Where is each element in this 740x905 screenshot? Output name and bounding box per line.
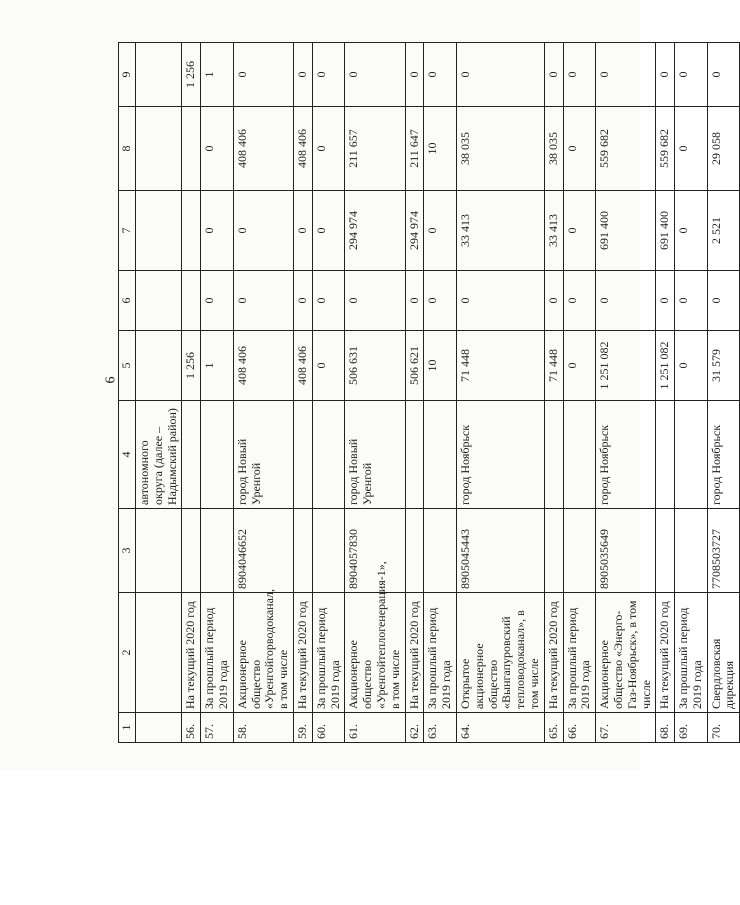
- table-cell: 8905045443: [456, 509, 544, 593]
- table-row: [656, 43, 675, 743]
- table-cell: 1 256: [182, 43, 201, 107]
- table-cell: 559 682: [596, 107, 656, 191]
- table-cell: На текущий 2020 год: [544, 593, 563, 713]
- table-cell: 1: [201, 43, 234, 107]
- table-cell: 0: [563, 271, 596, 331]
- table-cell: [136, 331, 182, 401]
- table-cell: 0: [405, 43, 424, 107]
- table-cell: 33 413: [456, 191, 544, 271]
- table-cell: 0: [312, 191, 345, 271]
- table-row: [424, 43, 457, 743]
- table-row: [405, 43, 424, 743]
- table-cell: [424, 401, 457, 509]
- table-cell: 0: [563, 43, 596, 107]
- table-cell: [656, 401, 675, 509]
- row-number-cell: 59.: [293, 713, 312, 743]
- row-number-cell: [136, 713, 182, 743]
- table-cell: [563, 509, 596, 593]
- table-cell: За прошлый период 2019 года: [424, 593, 457, 713]
- table-cell: город Ноябрьск: [707, 401, 740, 509]
- table-cell: 0: [312, 43, 345, 107]
- table-cell: 31 579: [707, 331, 740, 401]
- column-header: 4: [119, 401, 136, 509]
- table-cell: 1 251 082: [596, 331, 656, 401]
- table-cell: 211 647: [405, 107, 424, 191]
- table-cell: 8905035649: [596, 509, 656, 593]
- table-cell: На текущий 2020 год: [405, 593, 424, 713]
- table-cell: 1 251 082: [656, 331, 675, 401]
- table-cell: 0: [312, 107, 345, 191]
- table-row: [563, 43, 596, 743]
- table-cell: 0: [293, 43, 312, 107]
- table-cell: 1 256: [182, 331, 201, 401]
- row-number-cell: 56.: [182, 713, 201, 743]
- rotated-table-container: [118, 43, 737, 743]
- table-cell: 71 448: [456, 331, 544, 401]
- row-number-cell: 60.: [312, 713, 345, 743]
- table-viewport: [118, 43, 737, 743]
- table-cell: [293, 401, 312, 509]
- table-cell: 8904046652: [233, 509, 293, 593]
- column-header: 3: [119, 509, 136, 593]
- table-cell: [405, 401, 424, 509]
- table-cell: 0: [456, 43, 544, 107]
- table-cell: 10: [424, 107, 457, 191]
- table-cell: Акционерное общество «Уренгойтеплогенерация-1», в том числе: [345, 593, 405, 713]
- table-cell: 0: [563, 331, 596, 401]
- table-cell: 0: [675, 107, 708, 191]
- table-cell: 408 406: [293, 331, 312, 401]
- table-cell: 0: [233, 191, 293, 271]
- table-row: [707, 43, 740, 743]
- table-cell: [675, 509, 708, 593]
- table-cell: На текущий 2020 год: [182, 593, 201, 713]
- table-row: [596, 43, 656, 743]
- table-cell: [675, 401, 708, 509]
- row-number-cell: 70.: [707, 713, 740, 743]
- table-cell: [182, 271, 201, 331]
- table-cell: город Новый Уренгой: [345, 401, 405, 509]
- table-cell: На текущий 2020 год: [293, 593, 312, 713]
- table-cell: 0: [201, 271, 234, 331]
- table-cell: [312, 401, 345, 509]
- row-number-cell: 66.: [563, 713, 596, 743]
- table-cell: 0: [201, 191, 234, 271]
- table-cell: 559 682: [656, 107, 675, 191]
- table-cell: [201, 401, 234, 509]
- table-cell: 0: [707, 271, 740, 331]
- table-row: [456, 43, 544, 743]
- table-cell: 211 657: [345, 107, 405, 191]
- table-cell: За прошлый период 2019 года: [563, 593, 596, 713]
- table-cell: 0: [596, 43, 656, 107]
- table-cell: город Ноябрьск: [596, 401, 656, 509]
- column-header: 7: [119, 191, 136, 271]
- table-cell: 2 521: [707, 191, 740, 271]
- table-cell: Открытое акционерное общество «Вынгапуровский тепловодоканал», в том числе: [456, 593, 544, 713]
- column-header: 9: [119, 43, 136, 107]
- table-cell: 0: [424, 43, 457, 107]
- table-cell: 506 621: [405, 331, 424, 401]
- column-header: 6: [119, 271, 136, 331]
- table-cell: Акционерное общество «Уренгойгорводоканал, в том числе: [233, 593, 293, 713]
- table-cell: 7708503727: [707, 509, 740, 593]
- table-cell: [136, 191, 182, 271]
- table-cell: 0: [544, 43, 563, 107]
- table-cell: 0: [656, 271, 675, 331]
- table-cell: [656, 509, 675, 593]
- row-number-cell: 67.: [596, 713, 656, 743]
- table-cell: [182, 191, 201, 271]
- table-cell: 294 974: [345, 191, 405, 271]
- table-body: [136, 43, 740, 743]
- table-cell: [563, 401, 596, 509]
- table-cell: [201, 509, 234, 593]
- table-cell: 38 035: [544, 107, 563, 191]
- table-cell: 0: [233, 271, 293, 331]
- table-cell: 29 058: [707, 107, 740, 191]
- column-header: 8: [119, 107, 136, 191]
- table-cell: [136, 107, 182, 191]
- table-cell: 0: [312, 271, 345, 331]
- table-cell: 0: [675, 271, 708, 331]
- table-cell: 691 400: [596, 191, 656, 271]
- table-cell: 294 974: [405, 191, 424, 271]
- table-cell: [182, 509, 201, 593]
- table-cell: 0: [201, 107, 234, 191]
- table-row: [136, 43, 182, 743]
- row-number-cell: 64.: [456, 713, 544, 743]
- row-number-cell: 63.: [424, 713, 457, 743]
- table-cell: [136, 271, 182, 331]
- table-cell: [136, 593, 182, 713]
- table-cell: 0: [563, 107, 596, 191]
- column-header: 1: [119, 713, 136, 743]
- table-cell: 506 631: [345, 331, 405, 401]
- table-cell: За прошлый период 2019 года: [201, 593, 234, 713]
- row-number-cell: 69.: [675, 713, 708, 743]
- table-cell: 33 413: [544, 191, 563, 271]
- table-cell: [544, 401, 563, 509]
- row-number-cell: 68.: [656, 713, 675, 743]
- table-cell: [136, 43, 182, 107]
- row-number-cell: 58.: [233, 713, 293, 743]
- table-cell: На текущий 2020 год: [656, 593, 675, 713]
- table-cell: 0: [596, 271, 656, 331]
- table-cell: 0: [563, 191, 596, 271]
- row-number-cell: 62.: [405, 713, 424, 743]
- table-cell: За прошлый период 2019 года: [312, 593, 345, 713]
- table-cell: [544, 509, 563, 593]
- table-cell: 71 448: [544, 331, 563, 401]
- row-number-cell: 57.: [201, 713, 234, 743]
- header-row: [119, 43, 136, 743]
- table-row: [233, 43, 293, 743]
- table-cell: [293, 509, 312, 593]
- table-cell: автономного округа (далее – Надымский район): [136, 401, 182, 509]
- table-cell: 0: [675, 331, 708, 401]
- table-row: [544, 43, 563, 743]
- table-cell: 0: [456, 271, 544, 331]
- table-cell: город Ноябрьск: [456, 401, 544, 509]
- table-cell: 0: [656, 43, 675, 107]
- table-cell: 408 406: [293, 107, 312, 191]
- column-header: 2: [119, 593, 136, 713]
- table-row: [675, 43, 708, 743]
- column-header: 5: [119, 331, 136, 401]
- table-cell: 0: [707, 43, 740, 107]
- page-margin: [0, 770, 640, 905]
- table-cell: 38 035: [456, 107, 544, 191]
- table-row: [201, 43, 234, 743]
- table-cell: 1: [201, 331, 234, 401]
- table-cell: 0: [405, 271, 424, 331]
- table-cell: 0: [424, 271, 457, 331]
- row-number-cell: 61.: [345, 713, 405, 743]
- table-cell: [136, 509, 182, 593]
- page-number: 6: [103, 376, 119, 384]
- table-cell: 0: [293, 271, 312, 331]
- table-row: [182, 43, 201, 743]
- table-cell: [424, 509, 457, 593]
- table-cell: 8904057830: [345, 509, 405, 593]
- table-cell: 0: [424, 191, 457, 271]
- table-cell: 0: [312, 331, 345, 401]
- table-cell: город Новый Уренгой: [233, 401, 293, 509]
- table-cell: 0: [345, 271, 405, 331]
- row-number-cell: 65.: [544, 713, 563, 743]
- table-cell: [182, 107, 201, 191]
- table-cell: 408 406: [233, 331, 293, 401]
- table-cell: [182, 401, 201, 509]
- table-cell: 10: [424, 331, 457, 401]
- table-cell: [405, 509, 424, 593]
- table-cell: 0: [345, 43, 405, 107]
- table-cell: Акционерное общество «Энерго-Газ-Ноябрьск», в том числе: [596, 593, 656, 713]
- table-cell: 0: [675, 191, 708, 271]
- table-cell: Свердловская дирекция: [707, 593, 740, 713]
- table-row: [312, 43, 345, 743]
- table-row: [345, 43, 405, 743]
- table-cell: 0: [233, 43, 293, 107]
- table-cell: 0: [293, 191, 312, 271]
- table-cell: За прошлый период 2019 года: [675, 593, 708, 713]
- table-row: [293, 43, 312, 743]
- table-cell: 691 400: [656, 191, 675, 271]
- data-table: [118, 42, 740, 743]
- table-cell: [312, 509, 345, 593]
- table-cell: 0: [544, 271, 563, 331]
- table-cell: 408 406: [233, 107, 293, 191]
- table-cell: 0: [675, 43, 708, 107]
